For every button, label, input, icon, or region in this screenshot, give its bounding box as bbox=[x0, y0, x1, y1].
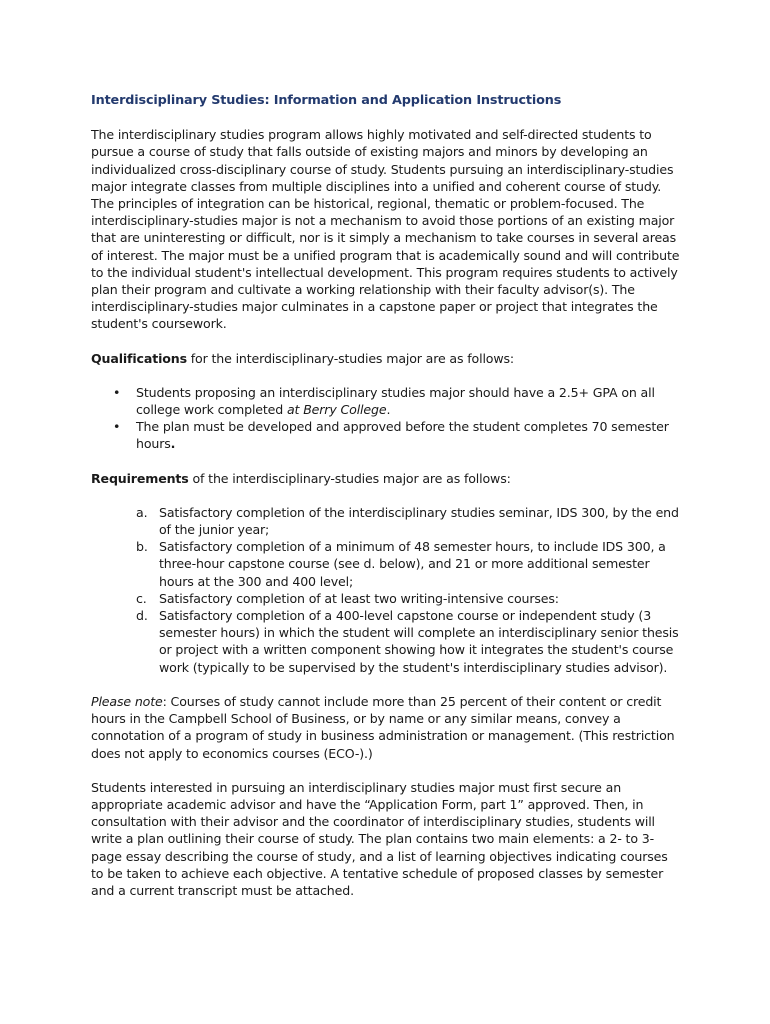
item-text: Satisfactory completion of the interdisciplinary studies seminar, IDS 300, by the end of the junior year; bbox=[159, 504, 679, 538]
list-item bbox=[91, 384, 683, 418]
requirements-heading: Requirements bbox=[91, 470, 189, 486]
note-text: : Courses of study cannot include more than 25 percent of their content or credit hours in the Campbell School of Business, or by name or any similar means, convey a connotation of a program of study in business administration or management. (This restriction does not apply to economics courses (ECO-).) bbox=[91, 693, 675, 761]
bullet-icon: • bbox=[113, 419, 121, 435]
item-letter: b. bbox=[136, 539, 148, 555]
qualification-text: The plan must be developed and approved before the student completes 70 semester hours bbox=[136, 419, 669, 452]
list-item bbox=[91, 590, 683, 607]
qualification-text: Students proposing an interdisciplinary studies major should have a 2.5+ GPA on all college work completed bbox=[136, 384, 655, 418]
intro-paragraph: The interdisciplinary studies program allows highly motivated and self-directed students to pursue a course of study that falls outside of existing majors and minors by developing an individualized cross-disciplinary course of study. Students pursuing an interdisciplinary-studies major integrate classes from multiple disciplines into a unified and coherent course of study. The principles of integration can be historical, regional, thematic or problem-focused. The interdisciplinary-studies major is not a mechanism to avoid those portions of an existing major that are uninteresting or difficult, nor is it simply a mechanism to take courses in several areas of interest. The major must be a unified program that is academically sound and will contribute to the individual student's intellectual development. This program requires students to actively plan their program and cultivate a working relationship with their faculty advisor(s). The interdisciplinary-studies major culminates in a capstone paper or project that integrates the student's coursework. bbox=[91, 127, 680, 332]
document-title: Interdisciplinary Studies: Information and Application Instructions bbox=[91, 93, 562, 108]
qualification-punct: . bbox=[170, 436, 176, 452]
list-item bbox=[91, 607, 683, 676]
qualifications-list bbox=[91, 384, 683, 453]
bullet-icon: • bbox=[113, 384, 121, 400]
note-paragraph bbox=[91, 693, 683, 762]
qualifications-lead-text: for the interdisciplinary-studies major are as follows: bbox=[186, 350, 515, 366]
document-page bbox=[91, 92, 683, 916]
item-text: Satisfactory completion of at least two writing-intensive courses: bbox=[159, 590, 559, 606]
qualification-punct: . bbox=[386, 402, 391, 418]
list-item bbox=[91, 538, 683, 590]
list-item bbox=[91, 504, 683, 538]
note-label: Please note bbox=[91, 693, 163, 709]
item-letter: a. bbox=[136, 504, 148, 520]
qualifications-heading: Qualifications bbox=[91, 350, 187, 366]
item-letter: c. bbox=[136, 590, 147, 606]
requirements-list bbox=[91, 504, 683, 676]
qualification-emphasis: at Berry College bbox=[286, 402, 387, 418]
requirements-lead-text: of the interdisciplinary-studies major are as follows: bbox=[188, 470, 511, 486]
closing-paragraph: Students interested in pursuing an interdisciplinary studies major must first secure an appropriate academic advisor and have the “Application Form, part 1” approved. Then, in consultation with their advisor and the coordinator of interdisciplinary studies, students will write a plan outlining their course of study. The plan contains two main elements: a 2- to 3-page essay describing the course of study, and a list of learning objectives indicating courses to be taken to achieve each objective. A tentative schedule of proposed classes by semester and a current transcript must be attached. bbox=[91, 779, 668, 898]
item-text: Satisfactory completion of a 400-level capstone course or independent study (3 semester hours) in which the student will complete an interdisciplinary senior thesis or project with a written component showing how it integrates the student's course work (typically to be supervised by the student's interdisciplinary studies advisor). bbox=[159, 608, 679, 675]
qualifications-lead bbox=[91, 350, 683, 367]
item-letter: d. bbox=[136, 608, 148, 624]
requirements-lead bbox=[91, 470, 683, 487]
item-text: Satisfactory completion of a minimum of 48 semester hours, to include IDS 300, a three-hour capstone course (see d. below), and 21 or more additional semester hours at the 300 and 400 level; bbox=[159, 539, 666, 589]
list-item bbox=[91, 418, 683, 452]
